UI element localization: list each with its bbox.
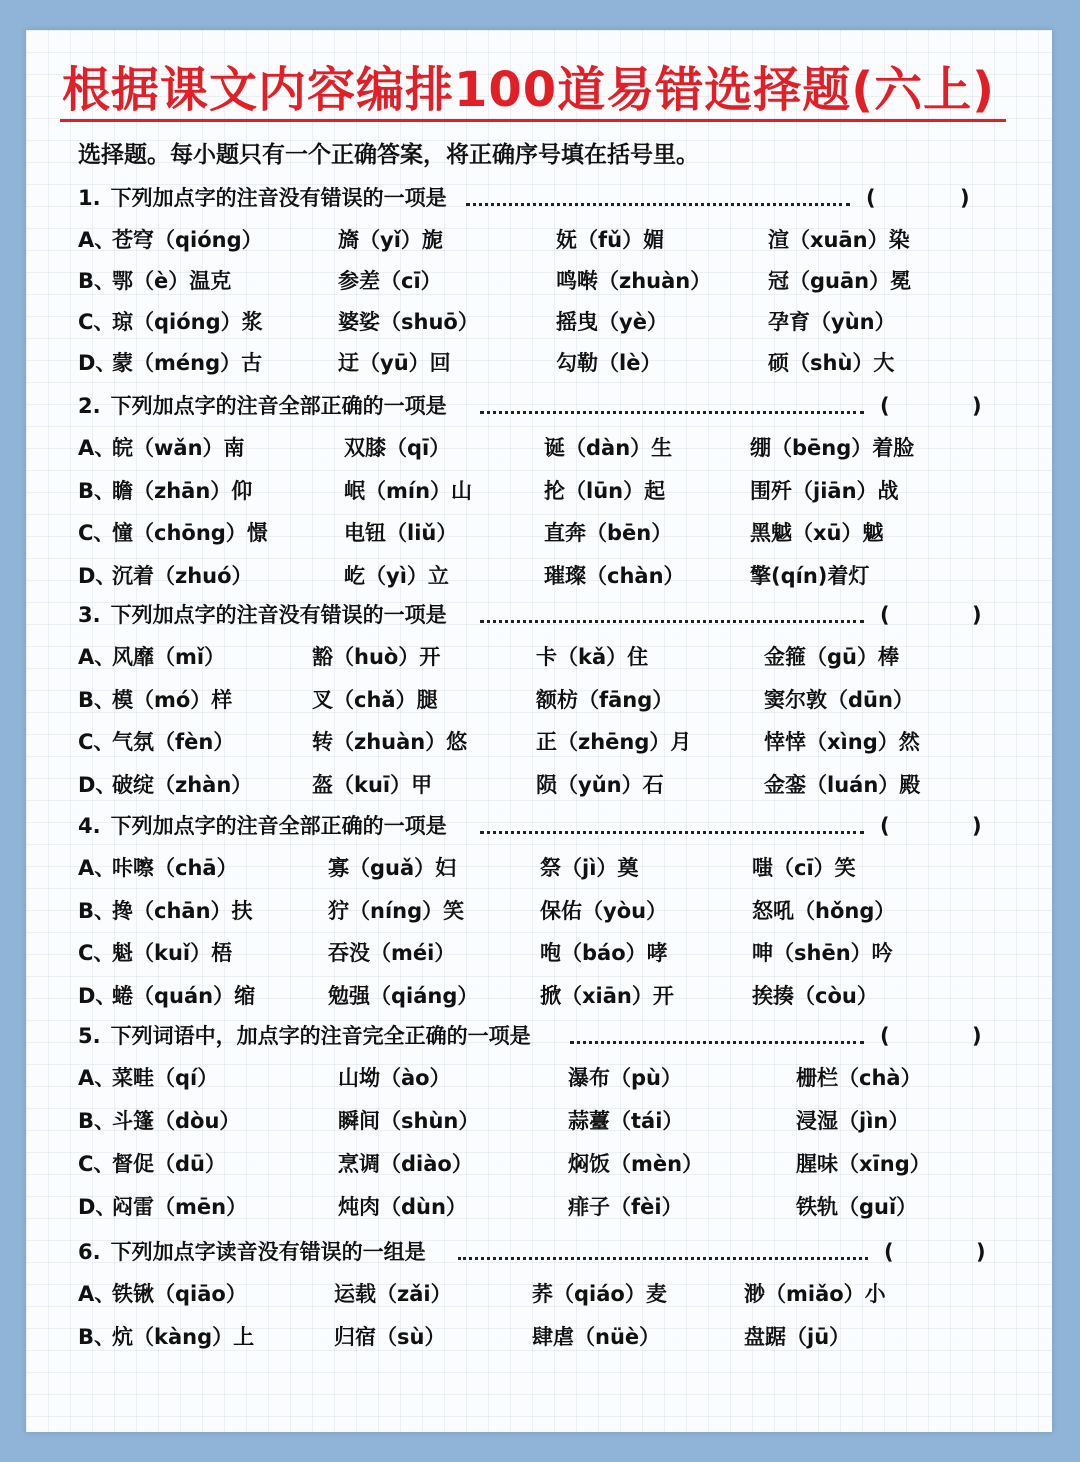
option-word: 炕（kàng）上 — [112, 1325, 255, 1349]
answer-paren-close: ) — [972, 603, 982, 627]
option-word: 蒜薹（tái） — [568, 1109, 684, 1133]
question-number: 1. — [78, 186, 101, 210]
option-word: 渺（miǎo）小 — [744, 1282, 886, 1306]
option-row-d — [78, 347, 978, 379]
option-word: 摇曳（yè） — [556, 310, 668, 334]
option-word: 斗篷（dòu） — [112, 1109, 241, 1133]
option-word: 瞻（zhān）仰 — [112, 478, 253, 503]
option-word: 勾勒（lè） — [556, 351, 662, 375]
question-number: 4. — [78, 814, 101, 838]
option-word: 鸣啭（zhuàn） — [556, 269, 712, 293]
option-word: 勉强（qiáng） — [328, 983, 479, 1008]
option-word: 璀璨（chàn） — [544, 563, 685, 588]
option-word: 气氛（fèn） — [112, 730, 235, 754]
option-word: 岷（mín）山 — [344, 478, 473, 503]
option-word: 金箍（gū）棒 — [764, 645, 899, 669]
answer-paren-close: ) — [972, 394, 982, 418]
option-word: 围歼（jiān）战 — [750, 478, 899, 503]
option-word: 豁（huò）开 — [312, 645, 441, 669]
question-5 — [78, 1021, 988, 1051]
option-word: 炖肉（dùn） — [338, 1195, 467, 1219]
option-word: 憧（chōng）憬 — [112, 521, 268, 545]
question-number: 3. — [78, 603, 101, 627]
question-text: 下列加点字的注音全部正确的一项是 — [110, 814, 447, 838]
option-word: 模（mó）样 — [112, 687, 233, 712]
option-word: 咔嚓（chā） — [112, 856, 238, 880]
question-text: 下列加点字读音没有错误的一组是 — [110, 1240, 426, 1264]
option-letter: C、 — [78, 941, 115, 965]
option-word: 菜畦（qí） — [112, 1066, 219, 1090]
option-word: 蒙（méng）古 — [112, 351, 263, 375]
option-word: 金銮（luán）殿 — [764, 772, 921, 797]
answer-paren-open: ( — [884, 1240, 894, 1264]
option-word: 蜷（quán）缩 — [112, 983, 256, 1008]
option-word: 直奔（bēn） — [544, 521, 673, 545]
option-letter: A、 — [78, 856, 116, 880]
title-underline — [60, 119, 1006, 122]
option-word: 运载（zǎi） — [334, 1282, 452, 1306]
option-word: 抡（lūn）起 — [544, 478, 666, 503]
option-row-d — [78, 1191, 978, 1223]
option-word: 正（zhēng）月 — [536, 730, 692, 754]
option-word: 寡（guǎ）妇 — [328, 856, 457, 880]
question-4 — [78, 811, 988, 841]
option-word: 掀（xiān）开 — [540, 983, 674, 1008]
option-word: 吞没（méi） — [328, 941, 456, 965]
option-row-b — [78, 684, 978, 716]
option-word: 鄂（è）温克 — [112, 269, 232, 293]
dotted-leader — [570, 1041, 864, 1044]
option-letter: D、 — [78, 772, 117, 797]
question-2 — [78, 391, 988, 421]
option-word: 栅栏（chà） — [796, 1066, 922, 1090]
option-word: 黑魆（xū）魆 — [750, 521, 884, 545]
option-row-c — [78, 306, 978, 338]
dotted-leader — [480, 620, 864, 623]
option-word: 瞬间（shùn） — [338, 1109, 480, 1133]
question-number: 6. — [78, 1240, 101, 1264]
dotted-leader — [466, 203, 850, 206]
answer-paren-open: ( — [880, 1024, 890, 1048]
option-word: 双膝（qī） — [344, 436, 451, 460]
question-text: 下列加点字的注音没有错误的一项是 — [110, 186, 447, 210]
option-row-a — [78, 1062, 978, 1094]
option-letter: A、 — [78, 1066, 116, 1090]
option-letter: C、 — [78, 310, 115, 334]
option-letter: A、 — [78, 228, 116, 252]
question-3 — [78, 600, 988, 630]
question-text: 下列加点字的注音没有错误的一项是 — [110, 603, 447, 627]
answer-paren-close: ) — [972, 814, 982, 838]
option-word: 盔（kuī）甲 — [312, 772, 433, 797]
option-word: 焖饭（mèn） — [568, 1152, 704, 1176]
option-letter: D、 — [78, 1195, 117, 1219]
option-word: 嗤（cī）笑 — [752, 856, 856, 880]
option-row-d — [78, 560, 978, 592]
question-number: 5. — [78, 1024, 101, 1048]
option-letter: B、 — [78, 478, 116, 503]
option-letter: C、 — [78, 521, 115, 545]
option-letter: D、 — [78, 563, 117, 588]
option-word: 窦尔敦（dūn） — [764, 687, 914, 712]
dotted-leader — [480, 831, 864, 834]
option-word: 烹调（diào） — [338, 1152, 473, 1176]
option-word: 悻悻（xìng）然 — [764, 730, 920, 754]
option-row-b — [78, 475, 978, 507]
instruction-text: 选择题。每小题只有一个正确答案，将正确序号填在括号里。 — [78, 142, 699, 168]
option-word: 腥味（xīng） — [796, 1152, 931, 1176]
option-word: 督促（dū） — [112, 1152, 226, 1176]
option-word: 瀑布（pù） — [568, 1066, 682, 1090]
option-letter: A、 — [78, 436, 116, 460]
question-6 — [78, 1237, 988, 1267]
option-word: 硕（shù）大 — [768, 351, 895, 375]
option-word: 沉着（zhuó） — [112, 563, 253, 588]
option-letter: B、 — [78, 687, 116, 712]
option-row-b — [78, 265, 978, 297]
option-word: 魁（kuǐ）梧 — [112, 941, 233, 965]
question-text: 下列加点字的注音全部正确的一项是 — [110, 394, 447, 418]
option-word: 屹（yì）立 — [344, 563, 449, 588]
option-row-c — [78, 726, 978, 758]
option-word: 闷雷（mēn） — [112, 1195, 248, 1219]
option-word: 破绽（zhàn） — [112, 772, 253, 797]
option-word: 婆娑（shuō） — [338, 310, 479, 334]
option-letter: B、 — [78, 1325, 116, 1349]
option-word: 妩（fǔ）媚 — [556, 228, 665, 252]
option-row-a — [78, 852, 978, 884]
option-word: 风靡（mǐ） — [112, 645, 226, 669]
option-row-b — [78, 895, 978, 927]
dotted-leader — [458, 1257, 868, 1260]
dotted-leader — [480, 411, 864, 414]
option-word: 孕育（yùn） — [768, 310, 896, 334]
answer-paren-open: ( — [866, 186, 876, 210]
option-letter: C、 — [78, 1152, 115, 1176]
option-word: 迂（yū）回 — [338, 351, 451, 375]
option-word: 擎(qín)着灯 — [750, 563, 870, 588]
option-row-a — [78, 1278, 978, 1310]
question-text: 下列词语中，加点字的注音完全正确的一项是 — [110, 1024, 531, 1048]
option-row-d — [78, 980, 978, 1012]
option-word: 祭（jì）奠 — [540, 856, 639, 880]
option-word: 挨揍（còu） — [752, 983, 878, 1008]
option-row-b — [78, 1321, 978, 1353]
answer-paren-close: ) — [976, 1240, 986, 1264]
option-row-d — [78, 769, 978, 801]
question-1 — [78, 183, 988, 213]
option-letter: D、 — [78, 351, 117, 375]
answer-paren-close: ) — [972, 1024, 982, 1048]
option-word: 转（zhuàn）悠 — [312, 730, 468, 754]
option-word: 冠（guān）冕 — [768, 269, 912, 293]
option-word: 叉（chǎ）腿 — [312, 687, 438, 712]
option-word: 电钮（liǔ） — [344, 521, 458, 545]
option-word: 搀（chān）扶 — [112, 898, 253, 923]
option-row-a — [78, 641, 978, 673]
option-word: 铁锹（qiāo） — [112, 1282, 247, 1306]
question-number: 2. — [78, 394, 101, 418]
option-letter: B、 — [78, 898, 116, 923]
option-word: 怒吼（hǒng） — [752, 898, 896, 923]
answer-paren-open: ( — [880, 814, 890, 838]
option-row-c — [78, 937, 978, 969]
option-word: 额枋（fāng） — [536, 687, 674, 712]
option-word: 山坳（ào） — [338, 1066, 451, 1090]
option-word: 旖（yǐ）旎 — [338, 228, 443, 252]
option-row-b — [78, 1105, 978, 1137]
answer-paren-open: ( — [880, 394, 890, 418]
option-word: 苍穹（qióng） — [112, 228, 263, 252]
option-word: 皖（wǎn）南 — [112, 436, 245, 460]
option-word: 呻（shēn）吟 — [752, 941, 893, 965]
option-row-a — [78, 432, 978, 464]
option-word: 归宿（sù） — [334, 1325, 446, 1349]
worksheet-title: 根据课文内容编排100道易错选择题(六上) — [62, 62, 996, 118]
option-row-a — [78, 224, 978, 256]
option-word: 诞（dàn）生 — [544, 436, 673, 460]
option-letter: A、 — [78, 1282, 116, 1306]
option-word: 琼（qióng）浆 — [112, 310, 263, 334]
option-word: 痱子（fèi） — [568, 1195, 683, 1219]
option-word: 浸湿（jìn） — [796, 1109, 910, 1133]
option-letter: A、 — [78, 645, 116, 669]
option-word: 狞（níng）笑 — [328, 898, 465, 923]
option-word: 陨（yǔn）石 — [536, 772, 664, 797]
option-letter: C、 — [78, 730, 115, 754]
option-word: 荞（qiáo）麦 — [532, 1282, 667, 1306]
option-word: 绷（bēng）着脸 — [750, 436, 915, 460]
option-word: 保佑（yòu） — [540, 898, 668, 923]
option-word: 咆（báo）哮 — [540, 941, 668, 965]
option-word: 铁轨（guǐ） — [796, 1195, 918, 1219]
option-letter: D、 — [78, 983, 117, 1008]
option-row-c — [78, 1148, 978, 1180]
option-word: 卡（kǎ）住 — [536, 645, 649, 669]
answer-paren-open: ( — [880, 603, 890, 627]
option-letter: B、 — [78, 269, 116, 293]
answer-paren-close: ) — [960, 186, 970, 210]
option-word: 肆虐（nüè） — [532, 1325, 661, 1349]
option-row-c — [78, 517, 978, 549]
option-word: 参差（cī） — [338, 269, 442, 293]
option-letter: B、 — [78, 1109, 116, 1133]
option-word: 盘踞（jū） — [744, 1325, 851, 1349]
option-word: 渲（xuān）染 — [768, 228, 910, 252]
